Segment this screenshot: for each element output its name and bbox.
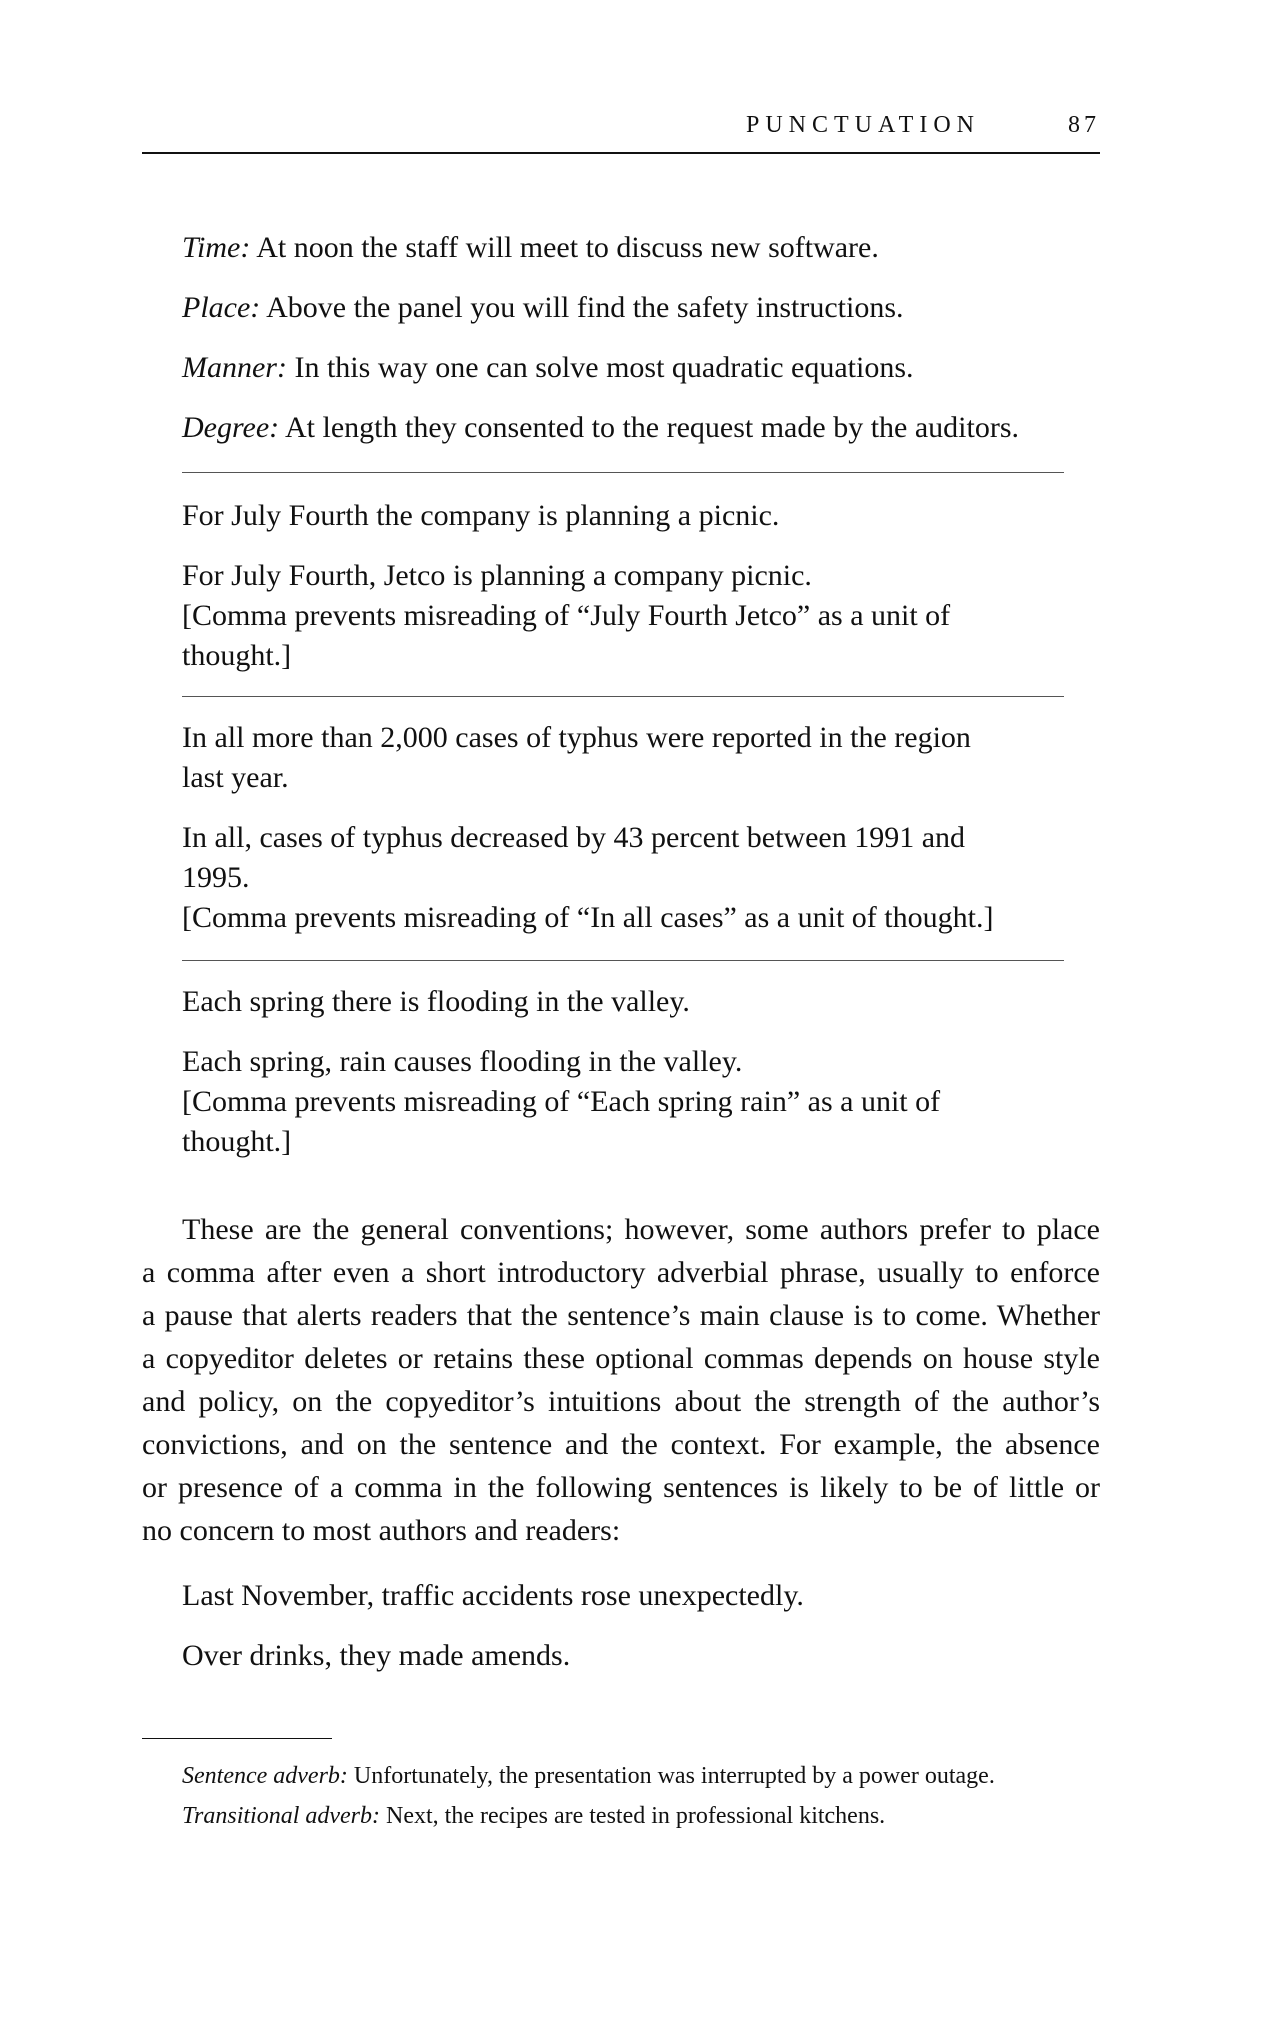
footnote-label: Transitional adverb: [182,1803,381,1829]
bracket-note: [Comma prevents misreading of “Each spring rain” as a unit of [182,1085,941,1118]
bracket-note: thought.] [182,639,292,672]
example-text: In this way one can solve most quadratic equations. [286,351,914,384]
footnote-item [182,1760,995,1792]
example-sentence: In all, cases of typhus decreased by 43 percent between 1991 and [182,821,966,854]
paragraph-line: no concern to most authors and readers: [142,1514,621,1547]
footnote-label: Sentence adverb: [182,1763,348,1789]
example-sentence: Over drinks, they made amends. [182,1639,571,1672]
bracket-note: thought.] [182,1125,292,1158]
divider-rule [182,472,1064,473]
example-sentence: last year. [182,761,289,794]
footnote-text: Next, the recipes are tested in professional kitchens. [380,1803,886,1829]
page-header [142,108,1100,154]
example-degree [182,408,1019,448]
paragraph-line: a comma after even a short introductory adverbial phrase, usually to enforce [142,1256,1100,1289]
example-sentence: In all more than 2,000 cases of typhus were reported in the region [182,721,971,754]
example-sentence: For July Fourth the company is planning a picnic. [182,499,780,532]
paragraph-line: convictions, and on the sentence and the context. For example, the absence [142,1428,1100,1461]
bracket-note: [Comma prevents misreading of “In all cases” as a unit of thought.] [182,901,994,934]
running-head: PUNCTUATION [746,112,980,138]
example-sentence: For July Fourth, Jetco is planning a company picnic. [182,559,812,592]
bracket-note: [Comma prevents misreading of “July Fourth Jetco” as a unit of [182,599,951,632]
example-text: At noon the staff will meet to discuss new software. [250,231,879,264]
divider-rule [182,696,1064,697]
example-place [182,288,904,328]
divider-rule [182,960,1064,961]
footnote-item [182,1800,885,1832]
paragraph-line: a copyeditor deletes or retains these optional commas depends on house style [142,1342,1100,1375]
footnote-rule [142,1738,332,1739]
example-label: Manner: [182,351,287,384]
example-sentence: Each spring there is flooding in the valley. [182,985,690,1018]
example-sentence: Last November, traffic accidents rose unexpectedly. [182,1579,804,1612]
paragraph-line: a pause that alerts readers that the sentence’s main clause is to come. Whether [142,1299,1100,1332]
example-text: At length they consented to the request made by the auditors. [279,411,1019,444]
example-sentence: Each spring, rain causes flooding in the valley. [182,1045,743,1078]
example-label: Degree: [182,411,280,444]
paragraph-line: and policy, on the copyeditor’s intuitions about the strength of the author’s [142,1385,1100,1418]
page-number: 87 [1068,112,1100,138]
example-text: Above the panel you will find the safety instructions. [260,291,904,324]
example-label: Place: [182,291,261,324]
body-paragraph [142,1208,1100,1552]
footnote-text: Unfortunately, the presentation was interrupted by a power outage. [347,1763,995,1789]
example-sentence: 1995. [182,861,250,894]
example-manner [182,348,914,388]
example-label: Time: [182,231,251,264]
paragraph-line: These are the general conventions; however, some authors prefer to place [182,1213,1100,1246]
paragraph-line: or presence of a comma in the following sentences is likely to be of little or [142,1471,1100,1504]
example-time [182,228,879,268]
